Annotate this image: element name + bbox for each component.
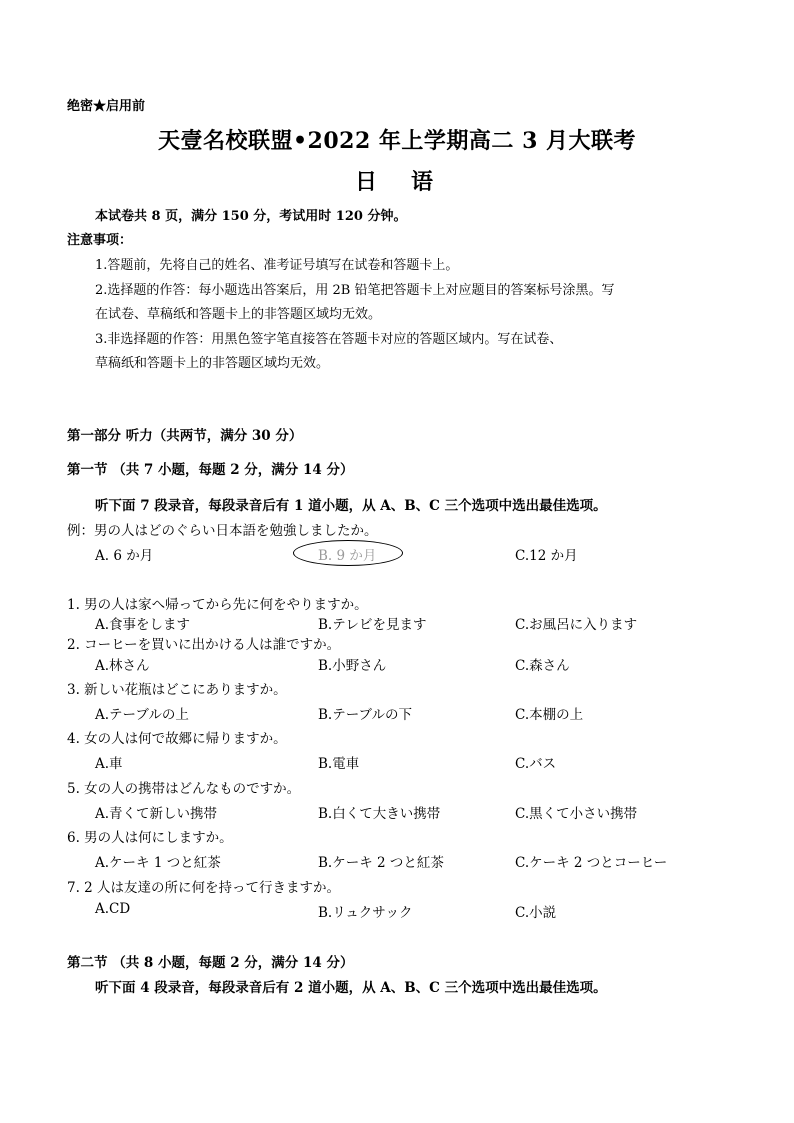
q1-option-a: A.食事をします: [95, 617, 191, 633]
example-option-b: B. 9 か月: [318, 548, 377, 564]
example-question: 例：男の人はどのぐらい日本語を勉強しましたか。: [67, 523, 378, 539]
q5-option-b: B.白くて大きい携帯: [318, 806, 441, 822]
q4-option-c: C.バス: [515, 756, 557, 772]
q4-option-a: A.車: [95, 756, 123, 772]
question-6: 6. 男の人は何にしますか。: [67, 830, 233, 846]
note-line: 2.选择题的作答：每小题选出答案后，用 2B 铅笔把答题卡上对应题目的答案标号涂黑。写: [95, 283, 615, 298]
question-5: 5. 女の人の携帯はどんなものですか。: [67, 781, 301, 797]
q3-option-b: B.テーブルの下: [318, 707, 412, 723]
page-title: 天壹名校联盟•2022 年上学期高二 3 月大联考: [157, 128, 637, 154]
section1-instruction: 听下面 7 段录音，每段录音后有 1 道小题，从 A、B、C 三个选项中选出最佳选项。: [95, 498, 607, 514]
part1-heading: 第一部分 听力（共两节，满分 30 分）: [67, 428, 303, 444]
section1-heading: 第一节 （共 7 小题，每题 2 分，满分 14 分）: [67, 462, 354, 478]
q4-option-b: B.電車: [318, 756, 360, 772]
example-option-a: A. 6 か月: [95, 548, 154, 564]
q6-option-a: A.ケーキ 1 つと紅茶: [95, 855, 221, 871]
q6-option-c: C.ケーキ 2 つとコーヒー: [515, 855, 668, 871]
q7-option-c: C.小説: [515, 905, 557, 921]
subject-title: 日 语: [354, 169, 439, 195]
note-line: 草稿纸和答题卡上的非答题区域均无效。: [95, 356, 330, 371]
q1-option-b: B.テレビを見ます: [318, 617, 427, 633]
confidential-label: 绝密★启用前: [67, 99, 146, 114]
q3-option-a: A.テーブルの上: [95, 707, 189, 723]
q7-option-b: B.リュクサック: [318, 905, 413, 921]
q7-option-a: A.CD: [95, 901, 131, 917]
q5-option-c: C.黒くて小さい携帯: [515, 806, 638, 822]
note-line: 3.非选择题的作答：用黑色签字笔直接答在答题卡对应的答题区域内。写在试卷、: [95, 332, 563, 347]
question-4: 4. 女の人は何で故郷に帰りますか。: [67, 731, 287, 747]
q2-option-a: A.林さん: [95, 658, 150, 674]
note-line: 1.答题前，先将自己的姓名、准考证号填写在试卷和答题卡上。: [95, 258, 459, 273]
q1-option-c: C.お風呂に入ります: [515, 617, 638, 633]
exam-intro: 本试卷共 8 页，满分 150 分，考试用时 120 分钟。: [95, 209, 407, 224]
answer-circle: [293, 540, 403, 566]
notes-heading: 注意事项：: [67, 233, 133, 248]
q2-option-b: B.小野さん: [318, 658, 387, 674]
section2-heading: 第二节 （共 8 小题，每题 2 分，满分 14 分）: [67, 955, 354, 971]
question-7: 7. 2 人は友達の所に何を持って行きますか。: [67, 880, 341, 896]
section2-instruction: 听下面 4 段录音，每段录音后有 2 道小题，从 A、B、C 三个选项中选出最佳选项。: [95, 980, 607, 996]
question-1: 1. 男の人は家へ帰ってから先に何をやりますか。: [67, 597, 368, 613]
question-2: 2. コーヒーを買いに出かける人は誰ですか。: [67, 637, 341, 653]
q5-option-a: A.青くて新しい携帯: [95, 806, 218, 822]
q2-option-c: C.森さん: [515, 658, 570, 674]
note-line: 在试卷、草稿纸和答题卡上的非答题区域均无效。: [95, 307, 382, 322]
question-3: 3. 新しい花瓶はどこにありますか。: [67, 682, 287, 698]
example-option-c: C.12 か月: [515, 548, 578, 564]
q6-option-b: B.ケーキ 2 つと紅茶: [318, 855, 444, 871]
q3-option-c: C.本棚の上: [515, 707, 584, 723]
